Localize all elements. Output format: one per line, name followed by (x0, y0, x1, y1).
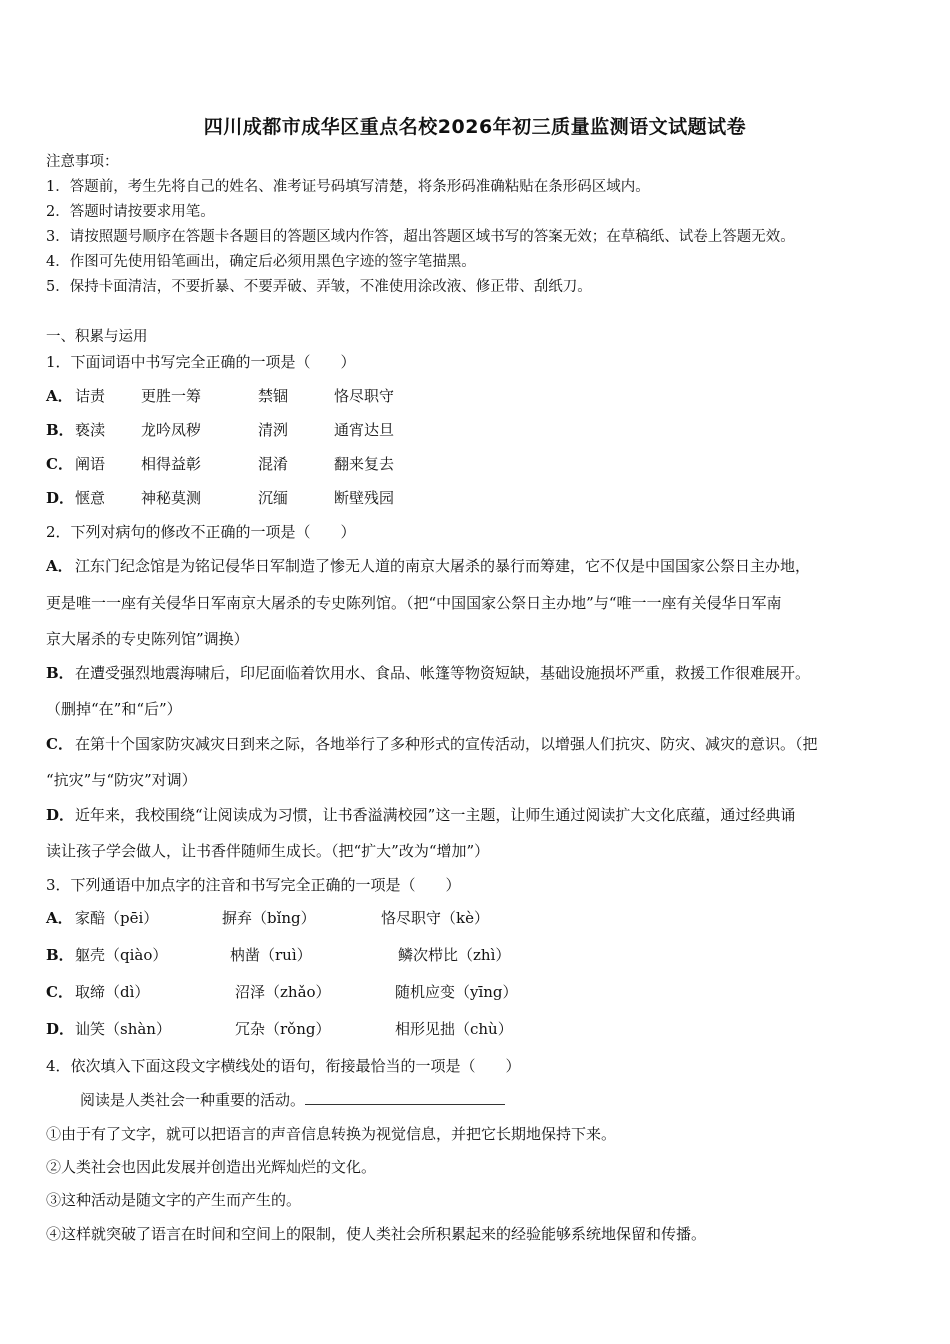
option-text: 近年来，我校围绕“让阅读成为习惯，让书香溢满校园”这一主题，让师生通过阅读扩大文化底蕴，通过经典诵 (75, 806, 796, 824)
option-word: 恪尽职守 (334, 387, 395, 405)
q4-sentence: ④这样就突破了语言在时间和空间上的限制，使人类社会所积累起来的经验能够系统地保留和传播。 (46, 1225, 707, 1243)
notice-item: 1．答题前，考生先将自己的姓名、准考证号码填写清楚，将条形码准确粘贴在条形码区域内。 (46, 179, 650, 195)
option-text: 在遭受强烈地震海啸后，印尼面临着饮用水、食品、帐篷等物资短缺，基础设施损坏严重，救援工作很难展开。 (75, 664, 811, 682)
option-item: 随机应变（yīng） (395, 983, 518, 1001)
option-label: D． (46, 489, 75, 507)
option-item: 摒弃（bǐng） (222, 909, 316, 927)
option-label: A． (46, 557, 73, 575)
option-label: D． (46, 806, 75, 824)
option-label: D． (46, 1020, 75, 1038)
option-word: 更胜一筹 (141, 387, 202, 405)
option-item: 冗杂（rǒng） (235, 1020, 331, 1038)
option-label: C． (46, 983, 73, 1001)
option-word: 龙吟凤秽 (141, 421, 202, 439)
option-label: B． (46, 946, 74, 964)
option-word: 翻来复去 (334, 455, 395, 473)
option-text: 江东门纪念馆是为铭记侵华日军制造了惨无人道的南京大屠杀的暴行而筹建，它不仅是中国国家公祭日主办地， (75, 557, 811, 575)
option-word: 通宵达旦 (334, 421, 395, 439)
option-word: 沉缅 (258, 489, 289, 507)
option-item: 取缔（dì） (75, 983, 150, 1001)
option-item: 枘凿（ruì） (230, 946, 312, 964)
option-label: B． (46, 664, 74, 682)
notice-item: 4．作图可先使用铅笔画出，确定后必须用黑色字迹的签字笔描黑。 (46, 254, 476, 270)
page-title: 四川成都市成华区重点名校2026年初三质量监测语文试题试卷 (203, 116, 747, 138)
option-label: C． (46, 735, 73, 753)
option-word: 诘责 (75, 387, 106, 405)
notice-item: 2．答题时请按要求用笔。 (46, 204, 215, 220)
option-item: 相形见拙（chù） (395, 1020, 513, 1038)
option-text: “抗灾”与“防灾”对调） (46, 771, 197, 789)
option-word: 阐语 (75, 455, 106, 473)
option-word: 清洌 (258, 421, 289, 439)
q4-sentence: ②人类社会也因此发展并创造出光辉灿烂的文化。 (46, 1158, 377, 1176)
option-label: B． (46, 421, 74, 439)
q4-sentence: ③这种活动是随文字的产生而产生的。 (46, 1191, 302, 1209)
question-4-stem: 4．依次填入下面这段文字横线处的语句，衔接最恰当的一项是（ ） (46, 1057, 521, 1075)
option-word: 断壁残园 (334, 489, 395, 507)
notice-heading: 注意事项： (46, 154, 119, 170)
option-text: 读让孩子学会做人，让书香伴随师生成长。（把“扩大”改为“增加”） (46, 842, 490, 860)
question-1-stem: 1．下面词语中书写完全正确的一项是（ ） (46, 353, 356, 371)
option-word: 禁锢 (258, 387, 289, 405)
section-heading: 一、积累与运用 (46, 329, 148, 345)
option-text: 更是唯一一座有关侵华日军南京大屠杀的专史陈列馆。（把“中国国家公祭日主办地”与“唯一一座有关侵华日军南 (46, 594, 782, 612)
option-item: 家醅（pēi） (75, 909, 159, 927)
option-word: 惬意 (75, 489, 106, 507)
option-item: 沼泽（zhǎo） (235, 983, 331, 1001)
option-text: 京大屠杀的专史陈列馆”调换） (46, 630, 249, 648)
option-label: C． (46, 455, 73, 473)
option-item: 恪尽职守（kè） (381, 909, 489, 927)
option-text: （删掉“在”和“后”） (46, 700, 182, 718)
question-3-stem: 3．下列通语中加点字的注音和书写完全正确的一项是（ ） (46, 876, 461, 894)
option-text: 在第十个国家防灾减灾日到来之际，各地举行了多种形式的宣传活动，以增强人们抗灾、防灾、减灾的意识。（把 (75, 735, 818, 753)
notice-item: 3．请按照题号顺序在答题卡各题目的答题区域内作答，超出答题区域书写的答案无效；在草稿纸、试卷上答题无效。 (46, 229, 795, 245)
q4-intro-text: 阅读是人类社会一种重要的活动。 (80, 1091, 306, 1109)
option-word: 亵渎 (75, 421, 106, 439)
option-item: 鳞次栉比（zhì） (398, 946, 511, 964)
question-2-stem: 2．下列对病句的修改不正确的一项是（ ） (46, 523, 356, 541)
option-word: 混淆 (258, 455, 289, 473)
q4-intro (80, 1090, 505, 1110)
option-word: 相得益彰 (141, 455, 202, 473)
notice-item: 5．保持卡面清洁，不要折暴、不要弄破、弄皱，不准使用涂改液、修正带、刮纸刀。 (46, 279, 592, 295)
option-item: 讪笑（shàn） (75, 1020, 171, 1038)
q4-sentence: ①由于有了文字，就可以把语言的声音信息转换为视觉信息，并把它长期地保持下来。 (46, 1125, 617, 1143)
option-label: A． (46, 387, 73, 405)
option-label: A． (46, 909, 73, 927)
answer-blank (305, 1090, 505, 1105)
option-item: 躯壳（qiào） (75, 946, 168, 964)
option-word: 神秘莫测 (141, 489, 202, 507)
